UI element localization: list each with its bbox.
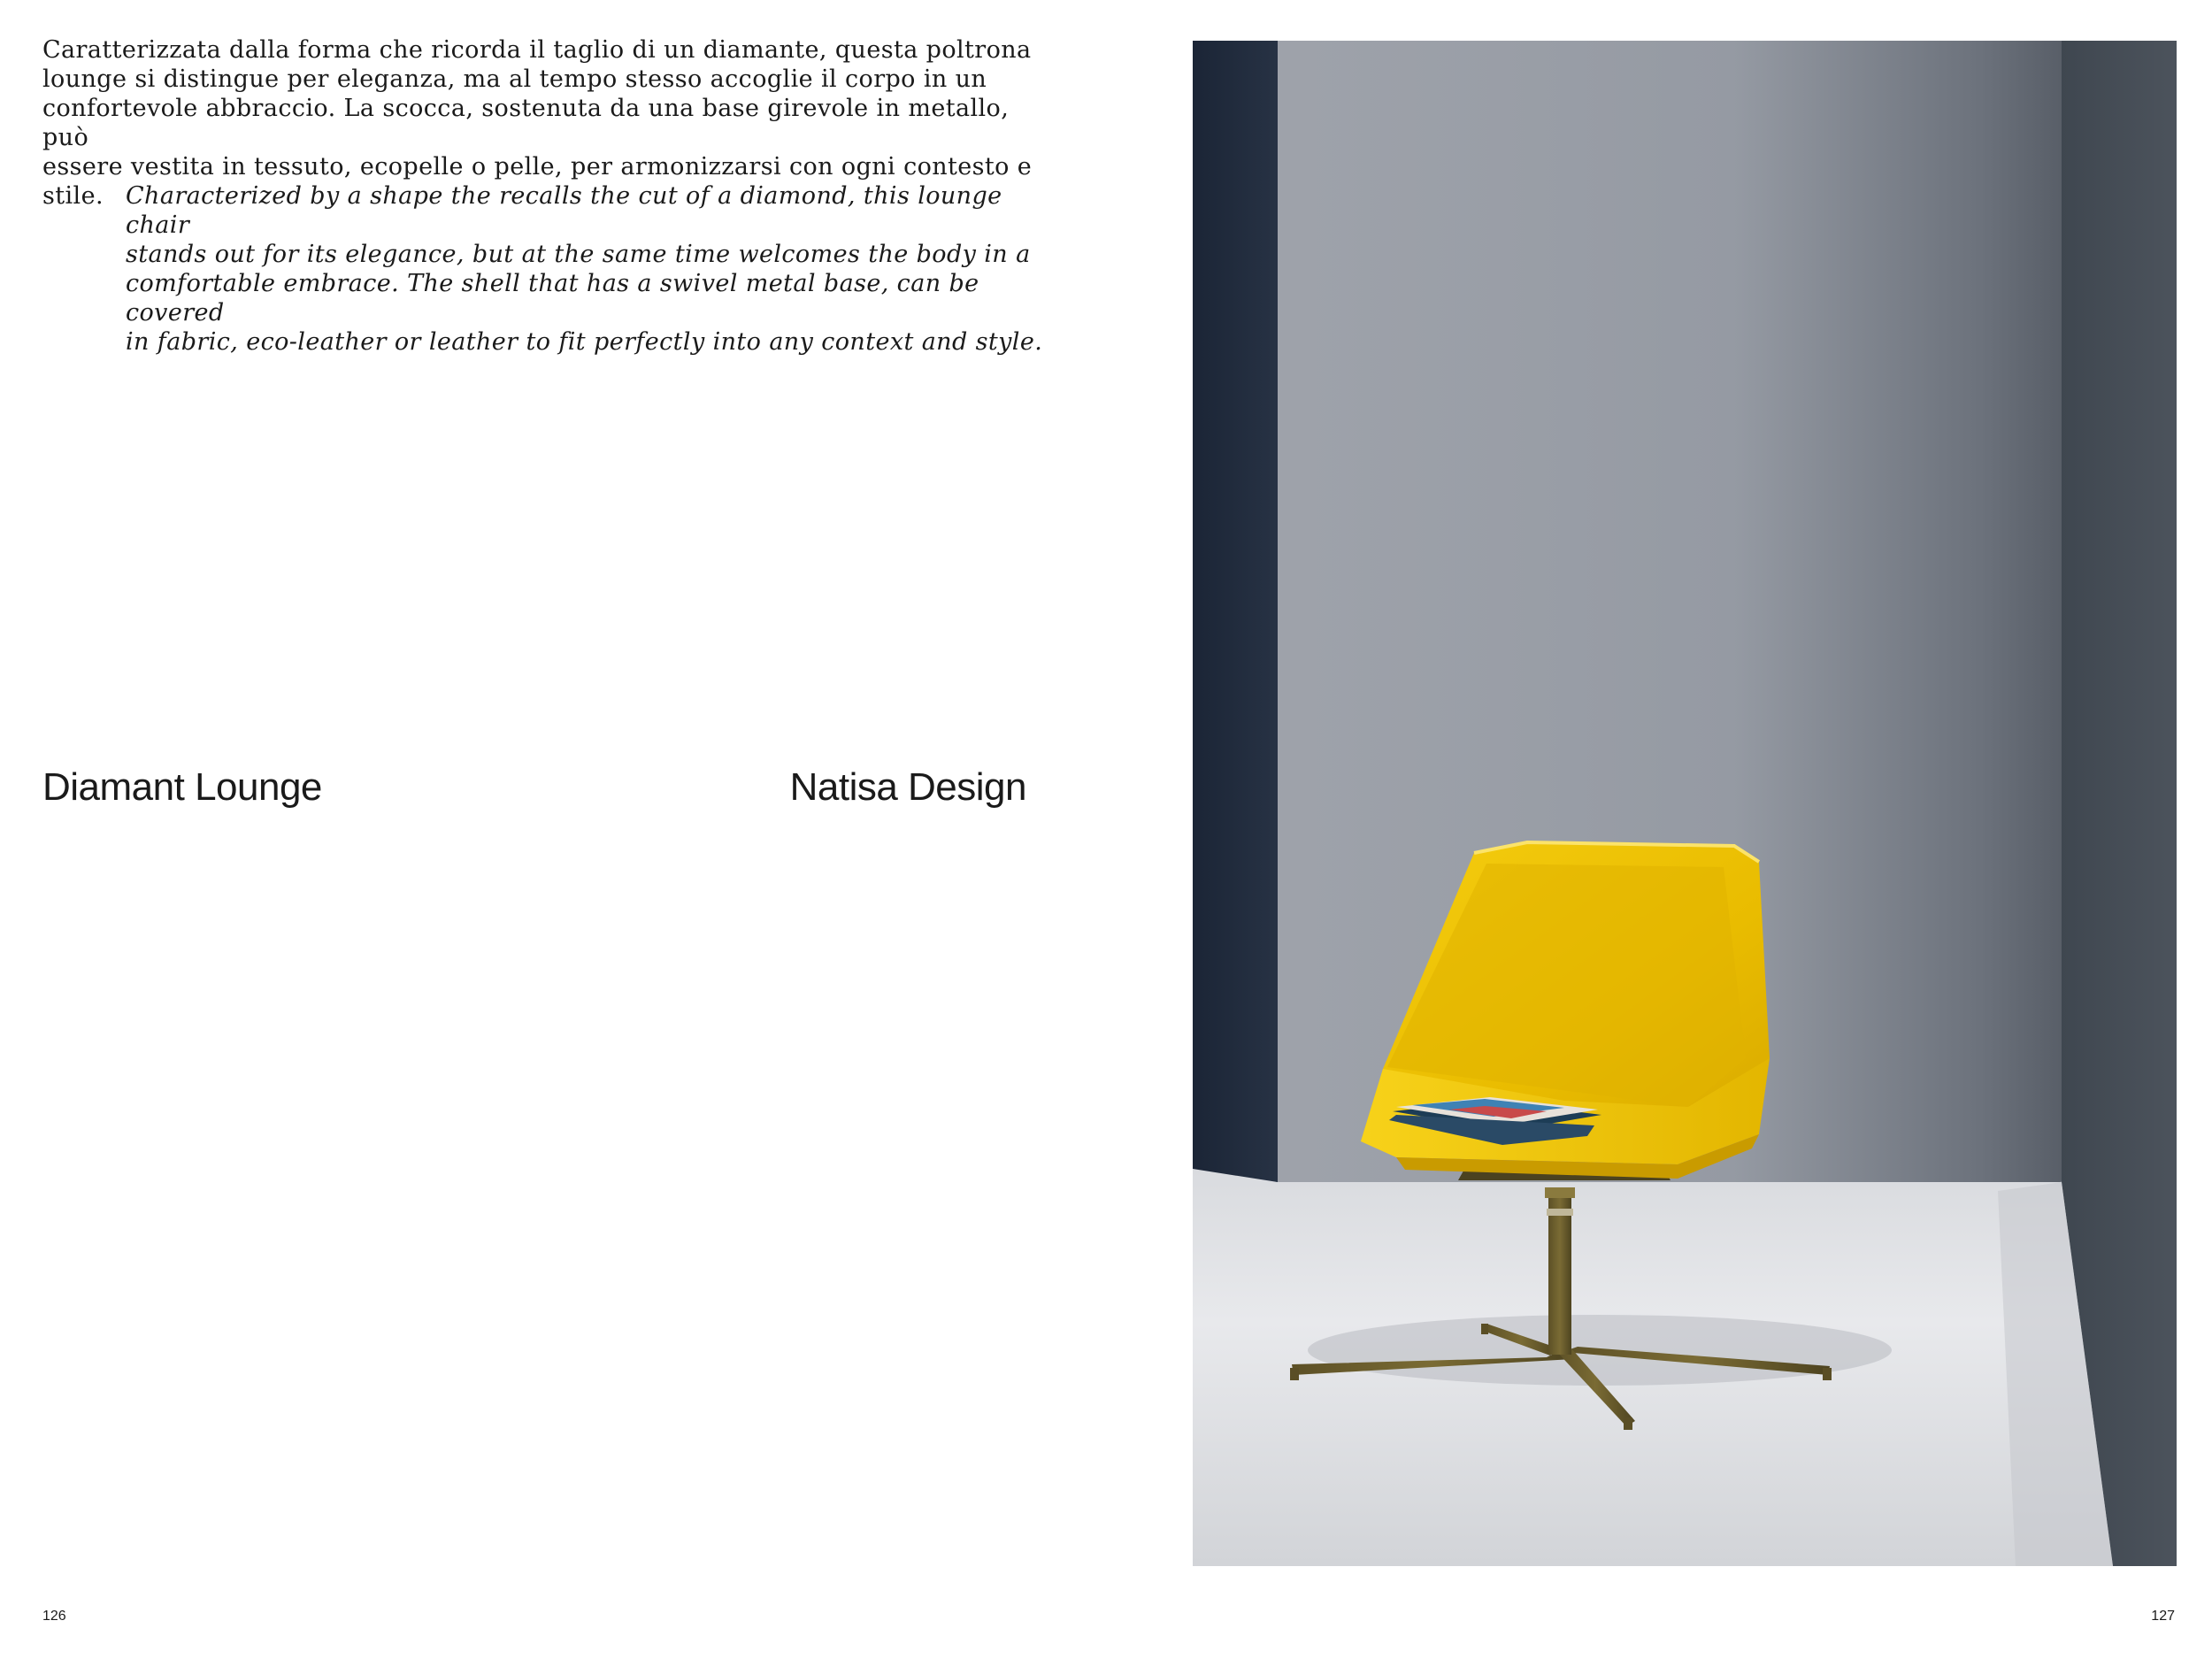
product-title: Diamant Lounge bbox=[42, 765, 322, 809]
page-number-left: 126 bbox=[42, 1609, 66, 1624]
chair-photo-illustration bbox=[1193, 41, 2177, 1566]
right-page bbox=[1106, 0, 2212, 1659]
italian-description: Caratterizzata dalla forma che ricorda il taglio di un diamante, questa poltrona lounge si distingue per eleganza, ma al tempo stesso accoglie il corpo in un confortevole abbraccio. La scocca, sostenuta da una base girevole in metallo, può essere vestita in tessuto, ecopelle o pelle, per armonizzarsi con ogni contesto e stile. bbox=[42, 36, 1033, 210]
english-description: Characterized by a shape the recalls the cut of a diamond, this lounge chair stands out for its elegance, but at the same time welcomes the body in a comfortable embrace. The shell that has a swivel metal base, can be covered in fabric, eco-leather or leather to fit perfectly into any context and style. bbox=[126, 182, 1043, 356]
page-number-right: 127 bbox=[2151, 1609, 2175, 1624]
designer-name: Natisa Design bbox=[789, 765, 1026, 809]
product-photo bbox=[1193, 41, 2177, 1566]
